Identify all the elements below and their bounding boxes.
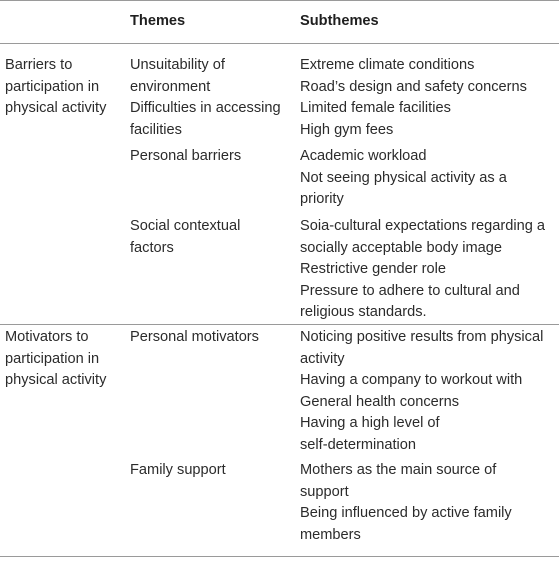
theme-line: factors xyxy=(130,239,174,256)
category-line: Motivators to xyxy=(5,329,89,345)
subtheme-line: Not seeing physical activity as a xyxy=(300,169,507,186)
theme-line: Family support xyxy=(130,462,226,478)
table-bottom-rule xyxy=(0,556,559,557)
theme-line: Difficulties in accessing xyxy=(130,100,281,116)
subtheme-line: Having a company to workout with xyxy=(300,372,523,388)
subtheme-cell-environment xyxy=(300,55,527,141)
theme-line: Personal motivators xyxy=(130,329,259,345)
subtheme-line: Road’s design and safety concerns xyxy=(300,78,527,95)
subtheme-line: Extreme climate conditions xyxy=(300,57,475,73)
subtheme-line: Restrictive gender role xyxy=(300,261,447,277)
subtheme-cell-social-contextual xyxy=(300,216,545,324)
category-line: Barriers to xyxy=(5,57,73,73)
subtheme-line: Limited female facilities xyxy=(300,100,451,116)
subtheme-line: religious standards. xyxy=(300,304,427,320)
theme-line: facilities xyxy=(130,121,182,138)
subtheme-line: socially acceptable body image xyxy=(300,239,502,256)
group-divider-rule xyxy=(0,324,559,325)
header-themes: Themes xyxy=(130,13,186,29)
subtheme-line: Academic workload xyxy=(300,148,427,164)
subtheme-line: members xyxy=(300,526,361,543)
subtheme-cell-personal-motivators xyxy=(300,327,543,456)
theme-cell-environment xyxy=(130,55,281,141)
theme-cell-personal-barriers xyxy=(130,146,241,168)
theme-line: Personal barriers xyxy=(130,148,242,164)
theme-cell-family-support xyxy=(130,460,226,482)
subtheme-line: Pressure to adhere to cultural and xyxy=(300,282,520,299)
theme-line: Unsuitability of xyxy=(130,57,225,73)
category-line: physical activity xyxy=(5,100,107,116)
category-cell-barriers xyxy=(5,55,106,120)
category-cell-motivators xyxy=(5,327,106,392)
table-top-rule xyxy=(0,0,559,1)
subtheme-line: Having a high level of xyxy=(300,415,440,431)
theme-cell-personal-motivators xyxy=(130,327,259,349)
subtheme-line: Mothers as the main source of xyxy=(300,462,497,478)
category-line: participation in xyxy=(5,78,100,95)
subtheme-line: support xyxy=(300,483,349,500)
subtheme-cell-family-support xyxy=(300,460,512,546)
header-subthemes: Subthemes xyxy=(300,13,379,29)
subtheme-line: Soia-cultural expectations regarding a xyxy=(300,218,545,234)
subtheme-line: priority xyxy=(300,191,344,207)
subtheme-line: General health concerns xyxy=(300,393,460,410)
header-rule xyxy=(0,43,559,44)
theme-cell-social-contextual xyxy=(130,216,240,259)
subtheme-line: High gym fees xyxy=(300,121,394,138)
subtheme-line: self-determination xyxy=(300,436,416,453)
subtheme-cell-personal-barriers xyxy=(300,146,507,211)
subtheme-line: Noticing positive results from physical xyxy=(300,329,544,345)
category-line: participation in xyxy=(5,350,100,367)
subtheme-line: Being influenced by active family xyxy=(300,505,512,521)
theme-line: environment xyxy=(130,78,211,95)
subtheme-line: activity xyxy=(300,350,345,367)
theme-line: Social contextual xyxy=(130,218,241,234)
category-line: physical activity xyxy=(5,372,107,388)
